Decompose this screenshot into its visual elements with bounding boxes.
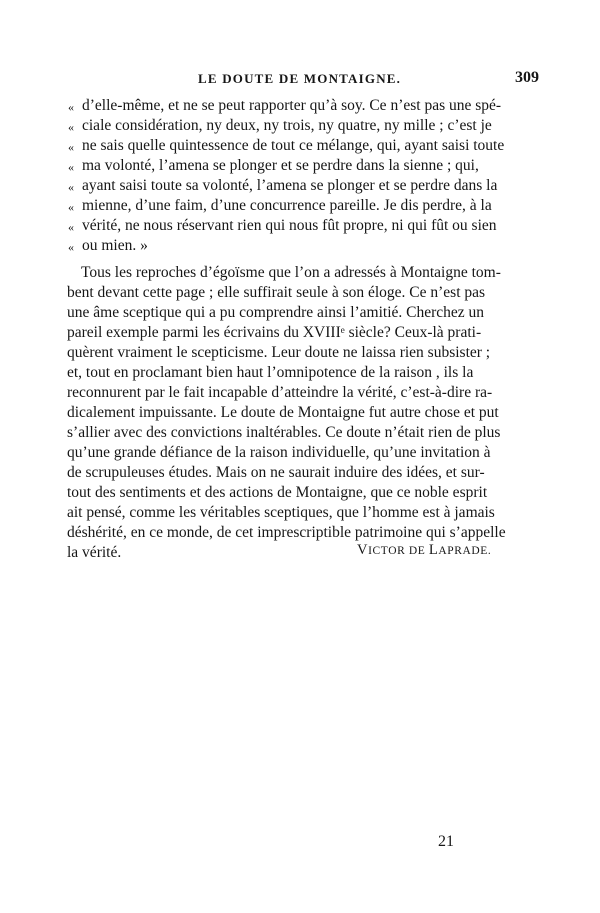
quote-mark: « xyxy=(68,220,74,234)
quote-line: ciale considération, ny deux, ny trois, ny quatre, ny mille ; c’est je xyxy=(82,117,492,134)
signature-text: APRADE. xyxy=(438,545,492,557)
quote-mark: « xyxy=(68,200,74,214)
quote-line: d’elle-même, et ne se peut rapporter qu’à soy. Ce n’est pas une spé- xyxy=(82,97,502,114)
body-line: ait pensé, comme les véritables sceptiques, que l’homme est à jamais xyxy=(67,504,495,521)
body-line: tout des sentiments et des actions de Montaigne, que ce noble esprit xyxy=(67,484,488,501)
body-line: reconnurent par le fait incapable d’atteindre la vérité, c’est-à-dire ra- xyxy=(67,384,493,401)
body-line: et, tout en proclamant bien haut l’omnipotence de la raison , ils la xyxy=(67,364,474,381)
body-line: qu’une grande défiance de la raison individuelle, qu’une invitation à xyxy=(67,444,491,461)
body-line: de scrupuleuses études. Mais on ne saurait induire des idées, et sur- xyxy=(67,464,485,481)
quote-line: ma volonté, l’amena se plonger et se perdre dans la sienne ; qui, xyxy=(82,157,479,174)
quote-line: mienne, d’une faim, d’une concurrence pareille. Je dis perdre, à la xyxy=(82,197,492,214)
body-line: quèrent vraiment le scepticisme. Leur doute ne laissa rien subsister ; xyxy=(67,344,491,361)
body-line: pareil exemple parmi les écrivains du XVIIIᵉ siècle? Ceux-là prati- xyxy=(67,324,482,341)
quote-mark: « xyxy=(68,100,74,114)
body-line: dicalement impuissante. Le doute de Montaigne fut autre chose et put xyxy=(67,404,499,421)
quote-line: ou mien. » xyxy=(82,237,148,254)
quote-mark: « xyxy=(68,160,74,174)
quote-line: ayant saisi toute sa volonté, l’amena se plonger et se perdre dans la xyxy=(82,177,498,194)
signature-mark: 21 xyxy=(438,833,454,850)
body-line: la vérité. xyxy=(67,544,122,561)
quote-line: ne sais quelle quintessence de tout ce mélange, qui, ayant saisi toute xyxy=(82,137,505,154)
quote-mark: « xyxy=(68,180,74,194)
body-line: bent devant cette page ; elle suffirait seule à son éloge. Ce n’est pas xyxy=(67,284,486,301)
running-title: LE DOUTE DE MONTAIGNE. xyxy=(198,71,402,86)
quote-mark: « xyxy=(68,240,74,254)
body-line: déshérité, en ce monde, de cet imprescriptible patrimoine qui s’appelle xyxy=(67,524,506,541)
signature-initial: V xyxy=(357,542,369,558)
quote-mark: « xyxy=(68,140,74,154)
body-line: une âme sceptique qui a pu comprendre ainsi l’amitié. Cherchez un xyxy=(67,304,485,321)
body-line: s’allier avec des convictions inaltérables. Ce doute n’était rien de plus xyxy=(67,424,501,441)
body-line: Tous les reproches d’égoïsme que l’on a adressés à Montaigne tom- xyxy=(81,264,501,281)
page-number: 309 xyxy=(515,69,539,86)
quote-mark: « xyxy=(68,120,74,134)
quote-line: vérité, ne nous réservant rien qui nous fût propre, ni qui fût ou sien xyxy=(82,217,497,234)
signature-initial: L xyxy=(428,542,439,558)
signature-text: ICTOR DE xyxy=(368,545,429,557)
author-signature xyxy=(357,542,491,559)
